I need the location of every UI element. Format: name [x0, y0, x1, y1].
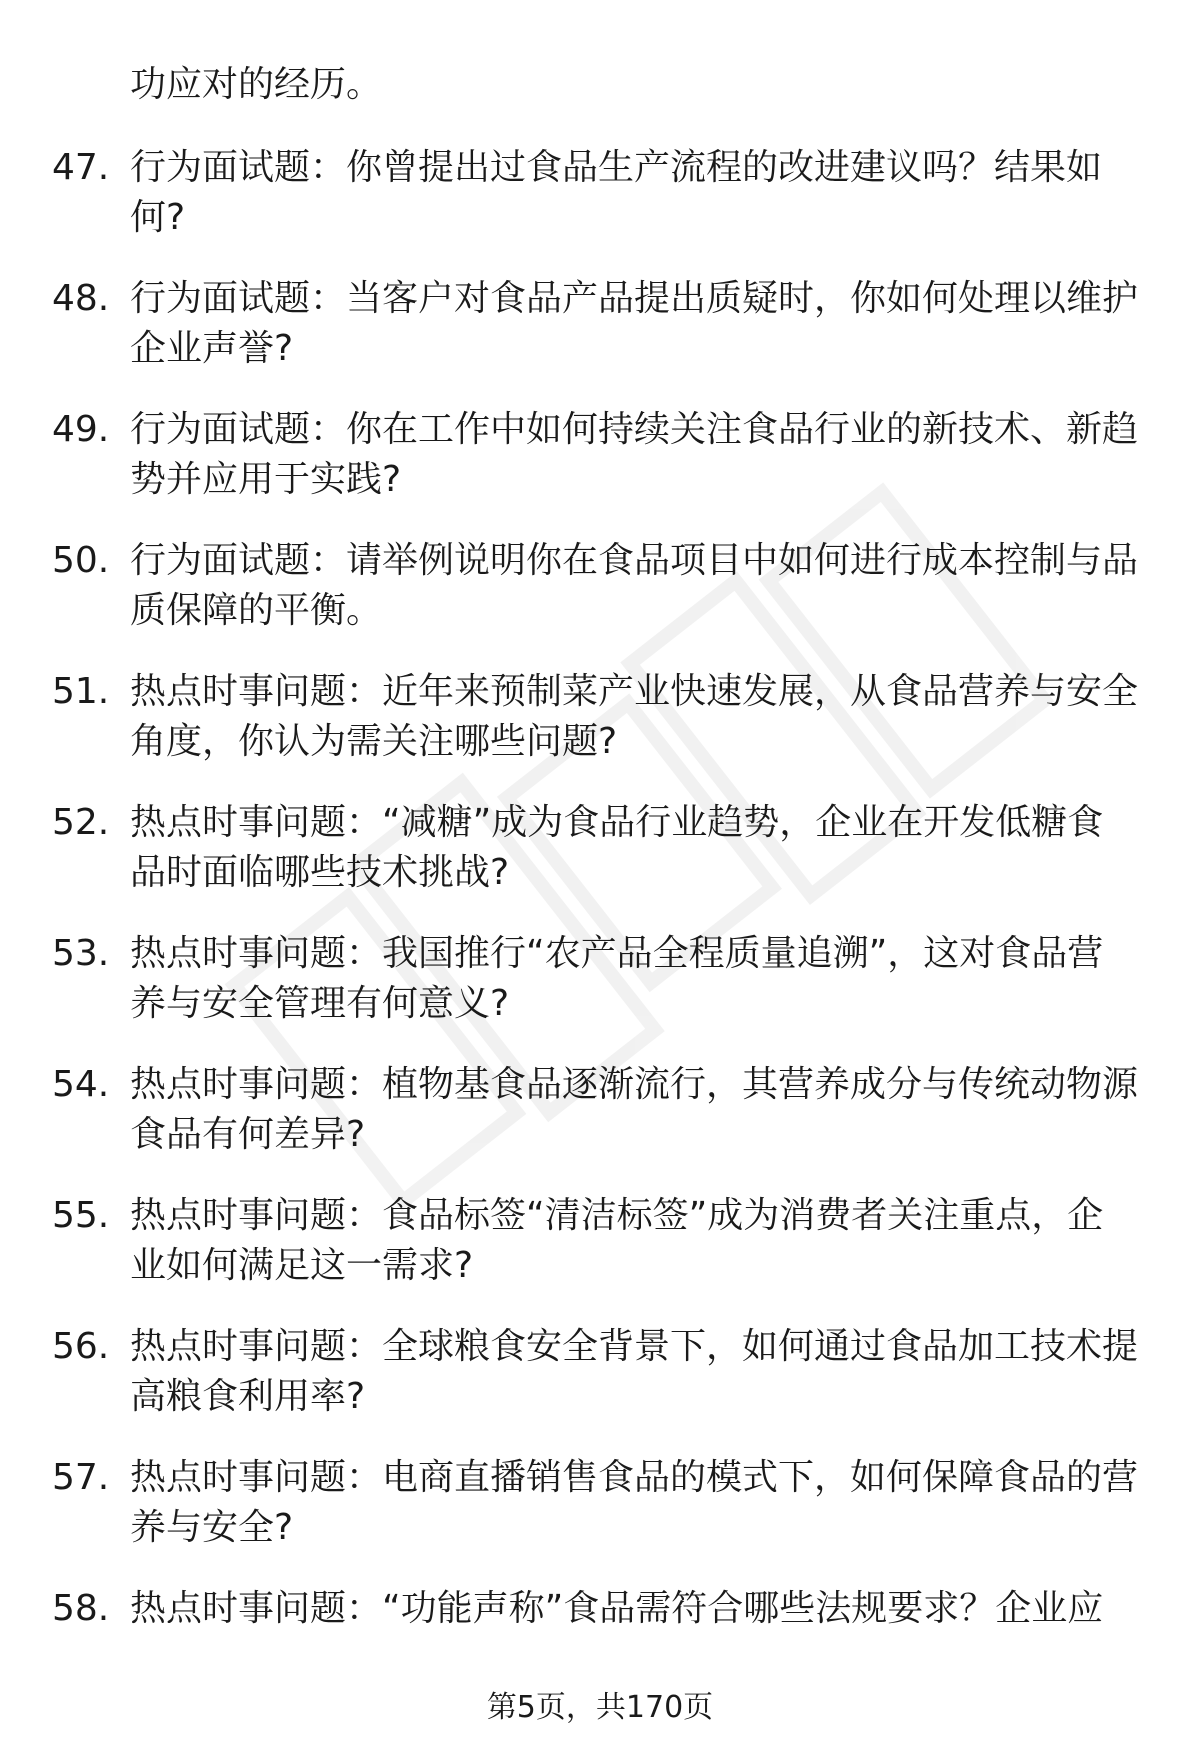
- question-line: 行为面试题：你曾提出过食品生产流程的改进建议吗？结果如: [130, 147, 1103, 188]
- question-text: [130, 1584, 1150, 1634]
- question-line: 热点时事问题：植物基食品逐渐流行，其营养成分与传统动物源: [130, 1064, 1139, 1105]
- question-line: 质保障的平衡。: [130, 590, 383, 631]
- list-item: [0, 143, 1200, 274]
- question-number: 57.: [52, 1457, 110, 1498]
- list-item: [0, 1453, 1200, 1584]
- question-number: 49.: [52, 409, 110, 450]
- question-number: 50.: [52, 540, 110, 581]
- question-line: 热点时事问题：电商直播销售食品的模式下，如何保障食品的营: [130, 1457, 1139, 1498]
- question-number: 56.: [52, 1326, 110, 1367]
- question-number: 48.: [52, 278, 110, 319]
- question-line: 行为面试题：当客户对食品产品提出质疑时，你如何处理以维护: [130, 278, 1139, 319]
- question-number: 51.: [52, 671, 110, 712]
- question-line: 热点时事问题：近年来预制菜产业快速发展，从食品营养与安全: [130, 671, 1139, 712]
- question-number: 52.: [52, 802, 110, 843]
- list-item: [0, 798, 1200, 929]
- question-list: [0, 143, 1200, 1715]
- question-line: 行为面试题：请举例说明你在食品项目中如何进行成本控制与品: [130, 540, 1139, 581]
- question-number: 47.: [52, 147, 110, 188]
- question-line: 企业声誉?: [130, 328, 294, 369]
- question-number: 58.: [52, 1588, 110, 1629]
- question-line: 高粮食利用率?: [130, 1376, 366, 1417]
- question-line: 热点时事问题：“减糖”成为食品行业趋势，企业在开发低糖食: [130, 802, 1104, 843]
- question-line: 热点时事问题：我国推行“农产品全程质量追溯”，这对食品营: [130, 933, 1104, 974]
- question-line: 业如何满足这一需求?: [130, 1245, 474, 1286]
- question-text: [130, 1191, 1150, 1291]
- question-text: [130, 143, 1150, 243]
- question-line: 热点时事问题：“功能声称”食品需符合哪些法规要求？企业应: [130, 1588, 1104, 1629]
- question-text: [130, 536, 1150, 636]
- question-line: 热点时事问题：食品标签“清洁标签”成为消费者关注重点，企: [130, 1195, 1104, 1236]
- question-line: 行为面试题：你在工作中如何持续关注食品行业的新技术、新趋: [130, 409, 1139, 450]
- list-item: [0, 536, 1200, 667]
- question-line: 势并应用于实践?: [130, 459, 402, 500]
- question-line: 何?: [130, 197, 186, 238]
- list-item: [0, 1322, 1200, 1453]
- question-text: [130, 1322, 1150, 1422]
- question-number: 55.: [52, 1195, 110, 1236]
- question-text: [130, 929, 1150, 1029]
- continuation-text: 功应对的经历。: [130, 64, 383, 105]
- list-item: [0, 405, 1200, 536]
- list-item: [0, 1060, 1200, 1191]
- question-text: [130, 1060, 1150, 1160]
- question-text: [130, 667, 1150, 767]
- page-footer: 第5页，共170页: [486, 1690, 714, 1725]
- question-line: 热点时事问题：全球粮食安全背景下，如何通过食品加工技术提: [130, 1326, 1139, 1367]
- question-text: [130, 405, 1150, 505]
- question-line: 养与安全?: [130, 1507, 294, 1548]
- question-line: 养与安全管理有何意义?: [130, 983, 510, 1024]
- list-item: [0, 929, 1200, 1060]
- question-line: 品时面临哪些技术挑战?: [130, 852, 510, 893]
- question-text: [130, 1453, 1150, 1553]
- list-item: [0, 667, 1200, 798]
- question-number: 54.: [52, 1064, 110, 1105]
- question-line: 食品有何差异?: [130, 1114, 366, 1155]
- question-line: 角度，你认为需关注哪些问题?: [130, 721, 618, 762]
- question-text: [130, 274, 1150, 374]
- question-number: 53.: [52, 933, 110, 974]
- question-text: [130, 798, 1150, 898]
- list-item: [0, 1191, 1200, 1322]
- list-item: [0, 274, 1200, 405]
